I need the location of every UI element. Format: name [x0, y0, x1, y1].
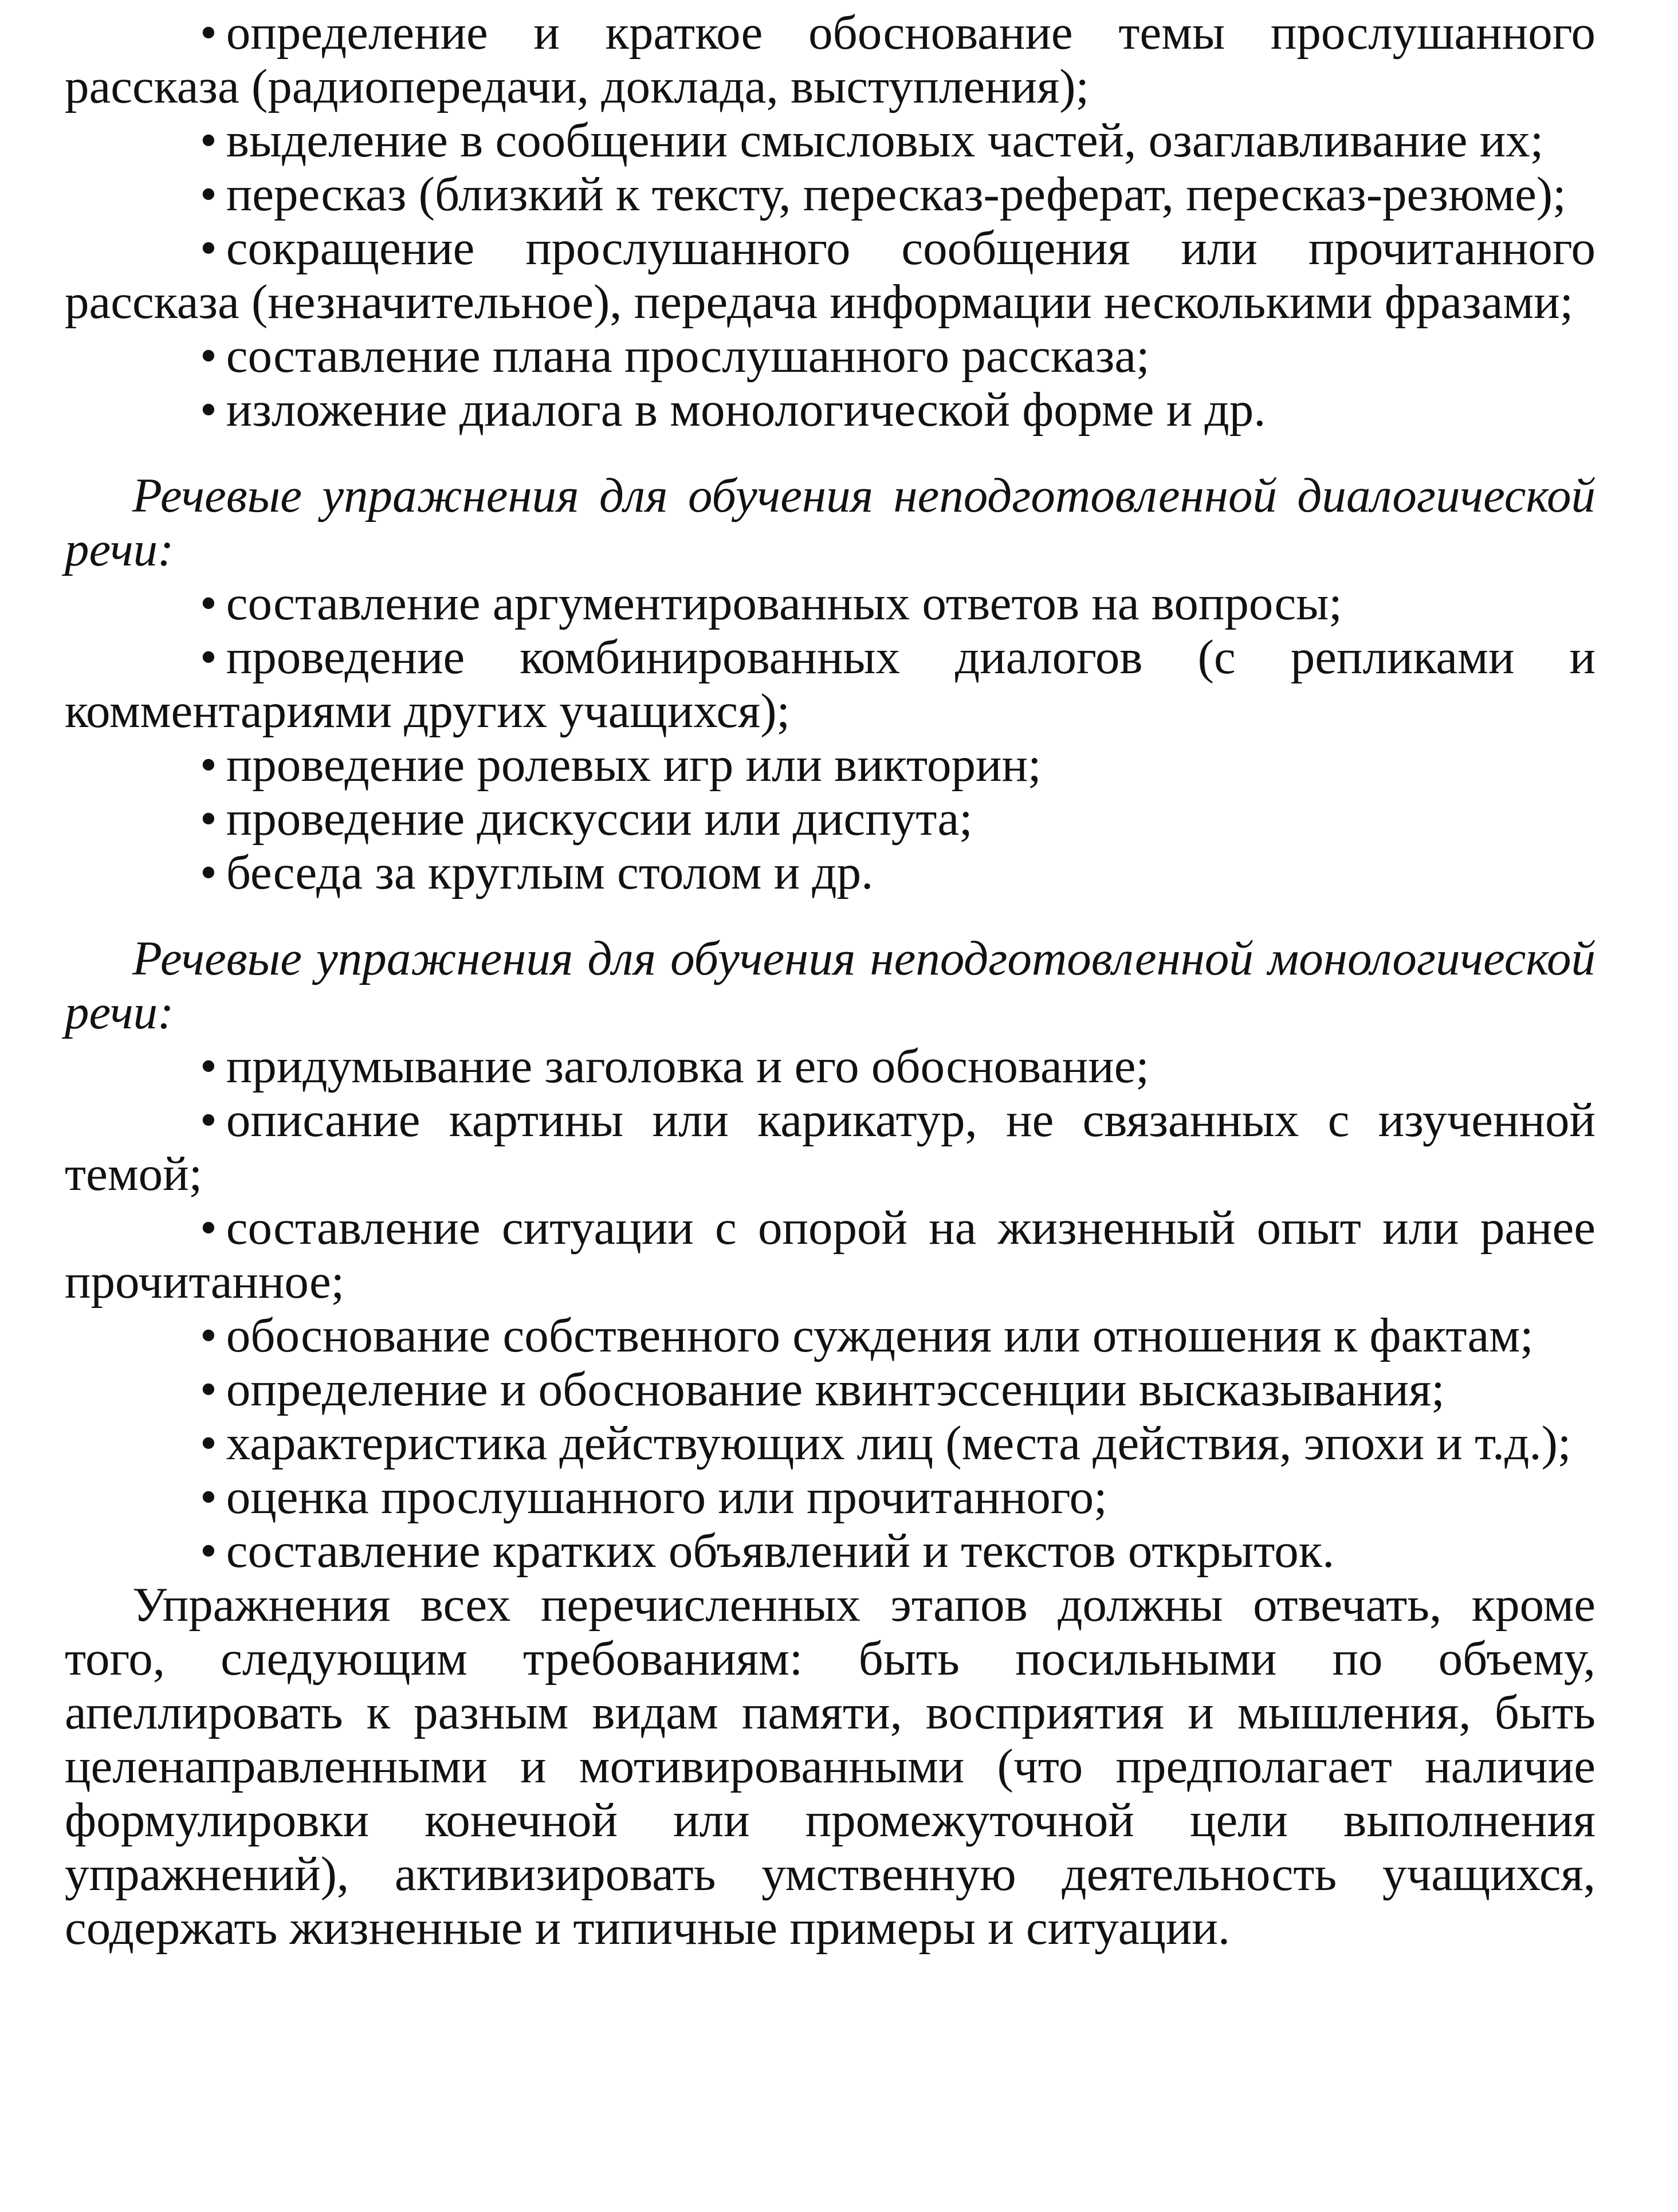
list-item-text: проведение ролевых игр или викторин;: [226, 738, 1042, 792]
bullet-icon: •: [200, 630, 217, 684]
list-item: [65, 329, 1596, 383]
bullet-icon: •: [200, 1093, 217, 1147]
list-item-text: описание картины или карикатур, не связанных с изученной темой;: [65, 1093, 1596, 1201]
bullet-icon: •: [200, 1039, 217, 1093]
list-item: [65, 1309, 1596, 1362]
list-item-text: составление кратких объявлений и текстов открыток.: [226, 1524, 1335, 1578]
list-item: [65, 738, 1596, 792]
list-item-text: характеристика действующих лиц (места действия, эпохи и т.д.);: [226, 1416, 1571, 1470]
list-item: [65, 846, 1596, 899]
list-item: [65, 792, 1596, 846]
list-item-text: сокращение прослушанного сообщения или прочитанного рассказа (незначительное), передача информации несколькими фразами;: [65, 221, 1596, 329]
list-item: [65, 383, 1596, 437]
list-item: [65, 1093, 1596, 1201]
bullet-icon: •: [200, 167, 217, 221]
list-item: [65, 1362, 1596, 1416]
bullet-icon: •: [200, 1524, 217, 1578]
bullet-icon: •: [200, 846, 217, 899]
bullet-icon: •: [200, 1362, 217, 1416]
bullet-icon: •: [200, 1416, 217, 1470]
list-item-text: пересказ (близкий к тексту, пересказ-реферат, пересказ-резюме);: [226, 167, 1566, 221]
bullet-icon: •: [200, 1309, 217, 1362]
list-item-text: составление плана прослушанного рассказа;: [226, 329, 1150, 383]
list-item: [65, 630, 1596, 738]
intro-list: [65, 6, 1596, 437]
list-item-text: придумывание заголовка и его обоснование;: [226, 1039, 1150, 1093]
bullet-icon: •: [200, 113, 217, 167]
list-item-text: изложение диалога в монологической форме и др.: [226, 383, 1266, 437]
closing-paragraph: Упражнения всех перечисленных этапов должны отвечать, кроме того, следующим требованиям: быть посильными по объему, апеллировать к разным видам памяти, восприятия и мышления, быть целенаправленными и мотивированными (что предполагает наличие формулировки конечной или промежуточной цели выполнения упражнений), активизировать умственную деятельность учащихся, содержать жизненные и типичные примеры и ситуации.: [65, 1578, 1596, 1955]
page-body: [65, 6, 1596, 1955]
bullet-icon: •: [200, 6, 217, 60]
list-item: [65, 1039, 1596, 1093]
list-item: [65, 221, 1596, 329]
list-item-text: определение и обоснование квинтэссенции высказывания;: [226, 1362, 1445, 1416]
list-item-text: определение и краткое обоснование темы прослушанного рассказа (радиопередачи, доклада, выступления);: [65, 6, 1596, 113]
list-item-text: проведение дискуссии или диспута;: [226, 792, 973, 846]
monologic-list: [65, 1039, 1596, 1578]
list-item-text: выделение в сообщении смысловых частей, озаглавливание их;: [226, 113, 1544, 167]
bullet-icon: •: [200, 1201, 217, 1255]
list-item-text: беседа за круглым столом и др.: [226, 846, 874, 899]
bullet-icon: •: [200, 738, 217, 792]
bullet-icon: •: [200, 383, 217, 437]
bullet-icon: •: [200, 221, 217, 275]
list-item: [65, 1470, 1596, 1524]
bullet-icon: •: [200, 792, 217, 846]
dialogic-section-heading: Речевые упражнения для обучения неподготовленной диалогической речи:: [65, 469, 1596, 576]
bullet-icon: •: [200, 329, 217, 383]
bullet-icon: •: [200, 576, 217, 630]
list-item-text: обоснование собственного суждения или отношения к фактам;: [226, 1309, 1534, 1362]
list-item: [65, 6, 1596, 113]
list-item-text: оценка прослушанного или прочитанного;: [226, 1470, 1107, 1524]
list-item: [65, 167, 1596, 221]
monologic-section-heading: Речевые упражнения для обучения неподготовленной монологической речи:: [65, 932, 1596, 1039]
list-item: [65, 576, 1596, 630]
list-item: [65, 113, 1596, 167]
list-item: [65, 1416, 1596, 1470]
list-item-text: проведение комбинированных диалогов (с репликами и комментариями других учащихся);: [65, 630, 1596, 738]
list-item-text: составление аргументированных ответов на вопросы;: [226, 576, 1342, 630]
list-item: [65, 1524, 1596, 1578]
list-item-text: составление ситуации с опорой на жизненный опыт или ранее прочитанное;: [65, 1201, 1596, 1309]
list-item: [65, 1201, 1596, 1309]
bullet-icon: •: [200, 1470, 217, 1524]
dialogic-list: [65, 576, 1596, 899]
